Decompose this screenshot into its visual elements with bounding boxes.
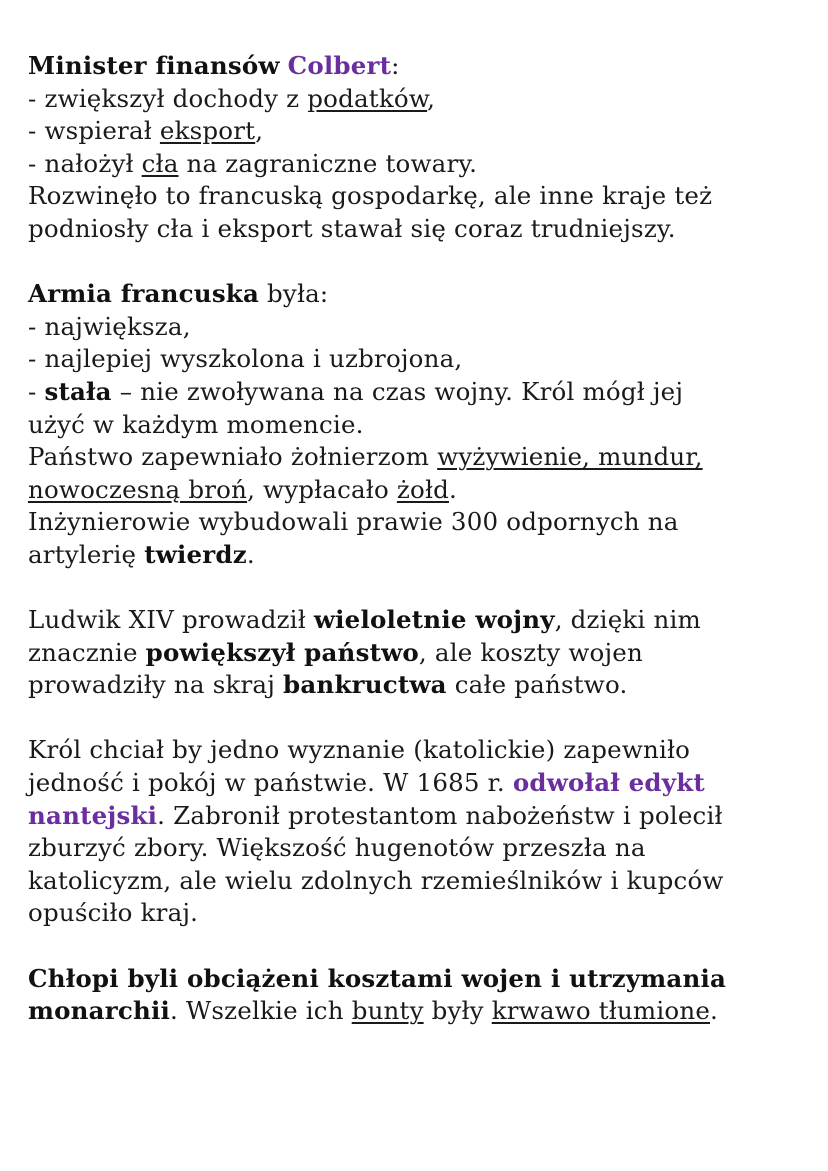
bold-term: powiększył państwo (145, 637, 419, 667)
paragraph-line: zburzyć zbory. Większość hugenotów przeszła na (28, 833, 646, 863)
army-heading (28, 278, 808, 311)
section-religion (28, 734, 808, 930)
text: - zwiększył dochody z (28, 83, 308, 113)
text: , (255, 116, 264, 146)
underlined-term: nowoczesną broń (28, 474, 248, 504)
document-page (28, 50, 808, 1028)
text: , ale koszty wojen (418, 637, 643, 667)
paragraph-line (28, 637, 808, 670)
paragraph-gap (28, 246, 808, 279)
text: . (449, 474, 457, 504)
text: Ludwik XIV prowadził (28, 605, 314, 635)
bold-term: twierdz (144, 539, 247, 569)
text: . (246, 539, 255, 569)
bold-term: stała (44, 376, 112, 406)
text: , dzięki nim (554, 605, 701, 635)
space (280, 51, 288, 80)
underlined-term: cła (141, 148, 179, 178)
paragraph-line (28, 800, 808, 833)
paragraph-line: Rozwinęło to francuską gospodarkę, ale inne kraje też (28, 181, 713, 211)
paragraph-gap (28, 572, 808, 605)
paragraph-line (28, 474, 808, 507)
paragraph-line: Król chciał by jedno wyznanie (katolickie) zapewniło (28, 735, 691, 765)
text: . (710, 996, 719, 1026)
colbert-name: Colbert (287, 51, 392, 80)
paragraph-line (28, 539, 808, 572)
paragraph-gap (28, 930, 808, 963)
text: były (423, 996, 492, 1026)
edict-term: odwołał edykt (512, 768, 705, 798)
bold-term: Chłopi byli obciążeni kosztami wojen i utrzymania (28, 963, 727, 993)
bold-term: wieloletnie wojny (313, 605, 555, 635)
text: prowadziły na skraj (28, 670, 284, 700)
paragraph-line (28, 669, 808, 702)
underlined-term: eksport (159, 116, 256, 146)
text: znacznie (28, 637, 146, 667)
text: - wspierał (28, 116, 160, 146)
list-item: - najlepiej wyszkolona i uzbrojona, (28, 344, 463, 374)
text: , (427, 83, 436, 113)
text: . Zabronił protestantom nabożeństw i polecił (157, 800, 723, 830)
list-item (28, 83, 808, 116)
list-item: - największa, (28, 311, 191, 341)
section-colbert (28, 50, 808, 246)
text: . Wszelkie ich (170, 996, 352, 1026)
section-army (28, 278, 808, 571)
paragraph-line: Inżynierowie wybudowali prawie 300 odpornych na (28, 507, 679, 537)
underlined-term: wyżywienie, mundur, (437, 442, 703, 472)
text: - nałożył (28, 148, 142, 178)
paragraph-line (28, 963, 808, 996)
colon: : (391, 51, 400, 80)
section-peasants (28, 963, 808, 1028)
text: na zagraniczne towary. (178, 148, 478, 178)
underlined-term: żołd (396, 474, 449, 504)
paragraph-line (28, 441, 808, 474)
text: artylerię (28, 539, 145, 569)
list-item (28, 115, 808, 148)
paragraph-line: podniosły cła i eksport stawał się coraz trudniejszy. (28, 213, 676, 243)
underlined-term: podatków (307, 83, 428, 113)
underlined-term: bunty (351, 996, 424, 1026)
heading-minister: Minister finansów (28, 51, 280, 80)
text: jedność i pokój w państwie. W 1685 r. (28, 768, 513, 798)
text: była: (259, 279, 329, 309)
section-wars (28, 604, 808, 702)
text: - (28, 376, 45, 406)
paragraph-line (28, 767, 808, 800)
paragraph-line: katolicyzm, ale wielu zdolnych rzemieślników i kupców (28, 865, 724, 895)
list-item (28, 376, 808, 409)
paragraph-line (28, 995, 808, 1028)
paragraph-line: użyć w każdym momencie. (28, 409, 364, 439)
heading-army: Armia francuska (28, 279, 260, 309)
text: całe państwo. (446, 670, 628, 700)
bold-term: monarchii (28, 996, 171, 1026)
text: , wypłacało (247, 474, 397, 504)
paragraph-gap (28, 702, 808, 735)
text: – nie zwoływana na czas wojny. Król mógł jej (111, 376, 684, 406)
underlined-term: krwawo tłumione (491, 996, 711, 1026)
paragraph-line (28, 604, 808, 637)
paragraph-line: opuściło kraj. (28, 898, 199, 928)
edict-term: nantejski (28, 800, 158, 830)
colbert-heading (28, 50, 808, 83)
list-item (28, 148, 808, 181)
text: Państwo zapewniało żołnierzom (28, 442, 438, 472)
bold-term: bankructwa (283, 670, 447, 700)
